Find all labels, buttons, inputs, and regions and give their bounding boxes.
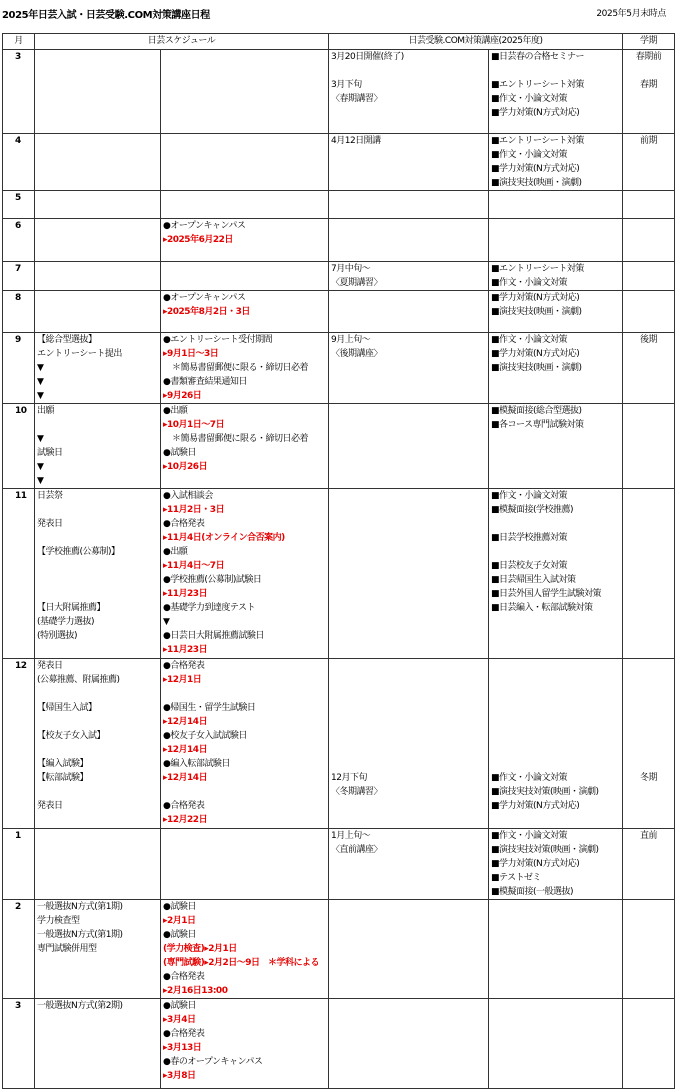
text-line <box>625 757 672 771</box>
course-content-cell <box>489 134 623 191</box>
month-row <box>3 489 675 659</box>
text-line: 前期 <box>640 136 658 146</box>
date-line: ▸3月4日 <box>163 1015 196 1025</box>
schedule-date-cell <box>161 262 329 291</box>
course-content-cell <box>489 900 623 999</box>
text-line: ■作文・小論文対策 <box>491 335 568 345</box>
text-line <box>625 64 672 78</box>
term-cell <box>623 291 675 333</box>
month-cell: 4 <box>3 134 35 191</box>
month-cell: 2 <box>3 900 35 999</box>
schedule-date-cell <box>161 999 329 1089</box>
text-line: ■エントリーシート対策 <box>491 80 584 90</box>
course-period-cell <box>329 50 489 134</box>
text-line <box>37 687 158 701</box>
text-line: ●帰国生・留学生試験日 <box>163 703 256 713</box>
date-line: ▸2025年8月2日・3日 <box>163 307 250 317</box>
schedule-event-cell <box>35 262 161 291</box>
text-line <box>37 573 158 587</box>
text-line: ■テストゼミ <box>491 873 541 883</box>
text-line: 12月下旬 <box>331 773 367 783</box>
text-line: ■学力対策(N方式対応) <box>491 164 580 174</box>
schedule-date-cell <box>161 829 329 900</box>
text-line: ▼ <box>37 434 44 444</box>
text-line <box>331 757 486 771</box>
month-cell: 7 <box>3 262 35 291</box>
schedule-event-cell <box>35 333 161 404</box>
text-line: ▼ <box>37 462 44 472</box>
date-line: ▸10月26日 <box>163 462 208 472</box>
text-line: ■作文・小論文対策 <box>491 491 568 501</box>
text-line: ■学力対策(N方式対応) <box>491 859 580 869</box>
term-cell <box>623 999 675 1089</box>
text-line: ■演技実技対策(映画・演劇) <box>491 787 599 797</box>
text-line: ■模擬面接(総合型選抜) <box>491 406 582 416</box>
date-line: ▸11月2日・3日 <box>163 505 225 515</box>
term-cell <box>623 659 675 829</box>
text-line: ●合格発表 <box>163 801 205 811</box>
date-line: ▸10月1日〜7日 <box>163 420 225 430</box>
course-period-cell <box>329 333 489 404</box>
text-line <box>491 659 620 673</box>
text-line: 一般選抜N方式(第1期) <box>37 902 123 912</box>
course-content-cell <box>489 829 623 900</box>
text-line: ＊簡易書留郵便に限る・締切日必着 <box>172 363 309 373</box>
text-line <box>491 673 620 687</box>
month-cell: 6 <box>3 219 35 262</box>
text-line: 【転部試験】 <box>37 773 89 783</box>
text-line <box>625 659 672 673</box>
text-line: 〈直前講座〉 <box>331 845 383 855</box>
date-line: ▸9月26日 <box>163 391 202 401</box>
date-line: (専門試験)▸2月2日〜9日 ＊学科による <box>163 958 320 968</box>
text-line <box>491 64 620 78</box>
text-line: ■演技実技(映画・演劇) <box>491 307 582 317</box>
term-cell <box>623 219 675 262</box>
schedule-event-cell <box>35 900 161 999</box>
text-line: ■模擬面接(一般選抜) <box>491 887 574 897</box>
text-line <box>331 673 486 687</box>
text-line: 【総合型選抜】 <box>37 335 97 345</box>
text-line: 発表日 <box>37 661 63 671</box>
text-line <box>625 687 672 701</box>
text-line: ●試験日 <box>163 902 196 912</box>
month-cell: 9 <box>3 333 35 404</box>
term-header: 学期 <box>623 34 675 50</box>
text-line: ●出願 <box>163 406 188 416</box>
text-line <box>625 743 672 757</box>
schedule-event-cell <box>35 134 161 191</box>
text-line: 日芸祭 <box>37 491 63 501</box>
text-line: ▼ <box>37 391 44 401</box>
text-line: 発表日 <box>37 519 63 529</box>
date-line: ▸12月14日 <box>163 773 208 783</box>
term-cell <box>623 404 675 489</box>
text-line <box>331 715 486 729</box>
text-line: ●試験日 <box>163 930 196 940</box>
schedule-date-cell <box>161 50 329 134</box>
text-line: 学力検査型 <box>37 916 80 926</box>
text-line: 後期 <box>640 335 658 345</box>
text-line: 【帰国生入試】 <box>37 703 97 713</box>
course-period-cell <box>329 659 489 829</box>
date-line: ▸3月13日 <box>163 1043 202 1053</box>
text-line: ■日芸外国人留学生試験対策 <box>491 589 602 599</box>
text-line: 直前 <box>640 831 658 841</box>
text-line: ●出願 <box>163 547 188 557</box>
text-line <box>37 743 158 757</box>
text-line <box>331 64 486 78</box>
text-line <box>163 785 326 799</box>
text-line <box>331 701 486 715</box>
text-line: ●日芸日大附属推薦試験日 <box>163 631 264 641</box>
text-line <box>625 701 672 715</box>
text-line <box>331 659 486 673</box>
month-row <box>3 219 675 262</box>
course-content-cell <box>489 291 623 333</box>
text-line <box>491 743 620 757</box>
text-line: ●学校推薦(公募制)試験日 <box>163 575 262 585</box>
text-line: ●合格発表 <box>163 1029 205 1039</box>
text-line: ■日芸春の合格セミナー <box>491 52 585 62</box>
text-line: 4月12日開講 <box>331 136 381 146</box>
date-line: ▸11月4日〜7日 <box>163 561 225 571</box>
text-line: ▼ <box>37 476 44 486</box>
date-line: ▸12月1日 <box>163 675 202 685</box>
month-row <box>3 999 675 1089</box>
term-cell <box>623 333 675 404</box>
course-header: 日芸受験.COM対策講座(2025年度) <box>329 34 623 50</box>
text-line <box>37 715 158 729</box>
text-line: ■演技実技(映画・演劇) <box>491 178 582 188</box>
schedule-table <box>2 33 675 1089</box>
text-line: 【編入試験】 <box>37 759 89 769</box>
month-header: 月 <box>3 34 35 50</box>
text-line: 春期 <box>640 80 658 90</box>
date-line: ▸2月1日 <box>163 916 196 926</box>
text-line: 【校友子女入試】 <box>37 731 106 741</box>
term-cell <box>623 489 675 659</box>
schedule-header: 日芸スケジュール <box>35 34 329 50</box>
month-row <box>3 404 675 489</box>
course-content-cell <box>489 191 623 219</box>
text-line <box>491 757 620 771</box>
schedule-event-cell <box>35 829 161 900</box>
course-period-cell <box>329 489 489 659</box>
date-line: (学力検査)▸2月1日 <box>163 944 237 954</box>
text-line: ●合格発表 <box>163 972 205 982</box>
schedule-date-cell <box>161 219 329 262</box>
term-cell <box>623 50 675 134</box>
text-line: ■作文・小論文対策 <box>491 278 568 288</box>
course-content-cell <box>489 404 623 489</box>
course-period-cell <box>329 829 489 900</box>
text-line: 冬期 <box>640 773 658 783</box>
course-period-cell <box>329 404 489 489</box>
schedule-date-cell <box>161 191 329 219</box>
text-line: ■作文・小論文対策 <box>491 773 568 783</box>
text-line: ■日芸校友子女対策 <box>491 561 568 571</box>
schedule-body <box>3 50 675 1089</box>
text-line: 3月20日開催(終了) <box>331 52 404 62</box>
date-line: ▸2月16日13:00 <box>163 986 228 996</box>
text-line <box>625 673 672 687</box>
text-line: ■作文・小論文対策 <box>491 831 568 841</box>
text-line: ●書類審査結果通知日 <box>163 377 247 387</box>
schedule-date-cell <box>161 333 329 404</box>
text-line <box>37 503 158 517</box>
month-row <box>3 191 675 219</box>
text-line: 試験日 <box>37 448 63 458</box>
schedule-date-cell <box>161 489 329 659</box>
text-line <box>331 729 486 743</box>
schedule-event-cell <box>35 999 161 1089</box>
page-title: 2025年日芸入試・日芸受験.COM対策講座日程 <box>2 10 210 21</box>
text-line: ■学力対策(N方式対応) <box>491 349 580 359</box>
course-period-cell <box>329 134 489 191</box>
text-line: エントリーシート提出 <box>37 349 122 359</box>
month-row <box>3 262 675 291</box>
text-line: 出願 <box>37 406 55 416</box>
text-line: 専門試験併用型 <box>37 944 97 954</box>
month-cell: 5 <box>3 191 35 219</box>
schedule-event-cell <box>35 50 161 134</box>
month-cell: 3 <box>3 999 35 1089</box>
course-period-cell <box>329 219 489 262</box>
month-row <box>3 50 675 134</box>
course-content-cell <box>489 333 623 404</box>
date-line: ▸12月22日 <box>163 815 208 825</box>
course-content-cell <box>489 262 623 291</box>
course-period-cell <box>329 900 489 999</box>
date-line: ▸12月14日 <box>163 745 208 755</box>
course-content-cell <box>489 50 623 134</box>
text-line: ■演技実技(映画・演劇) <box>491 363 582 373</box>
text-line: ■各コース専門試験対策 <box>491 420 584 430</box>
date-line: ▸12月14日 <box>163 717 208 727</box>
text-line: 〈春期講習〉 <box>331 94 383 104</box>
course-content-cell <box>489 219 623 262</box>
course-period-cell <box>329 291 489 333</box>
text-line <box>625 729 672 743</box>
text-line: ●試験日 <box>163 448 196 458</box>
term-cell <box>623 829 675 900</box>
text-line: 〈後期講座〉 <box>331 349 383 359</box>
text-line: 【学校推薦(公募制)】 <box>37 547 120 557</box>
month-cell: 3 <box>3 50 35 134</box>
text-line <box>491 729 620 743</box>
text-line: ●校友子女入試試験日 <box>163 731 247 741</box>
text-line <box>491 687 620 701</box>
header-row <box>3 34 675 50</box>
month-row <box>3 291 675 333</box>
date-line: ▸9月1日〜3日 <box>163 349 219 359</box>
text-line: ■演技実技対策(映画・演劇) <box>491 845 599 855</box>
text-line <box>491 517 620 531</box>
text-line <box>625 715 672 729</box>
month-cell: 10 <box>3 404 35 489</box>
text-line: 春期前 <box>635 52 662 62</box>
date-line: ▸11月4日(オンライン合否案内) <box>163 533 285 543</box>
text-line: ＊簡易書留郵便に限る・締切日必着 <box>172 434 309 444</box>
schedule-date-cell <box>161 659 329 829</box>
schedule-date-cell <box>161 134 329 191</box>
text-line <box>37 559 158 573</box>
course-content-cell <box>489 659 623 829</box>
text-line: 一般選抜N方式(第2期) <box>37 1001 123 1011</box>
text-line <box>37 587 158 601</box>
schedule-date-cell <box>161 900 329 999</box>
course-content-cell <box>489 999 623 1089</box>
text-line: ●編入転部試験日 <box>163 759 230 769</box>
month-cell: 1 <box>3 829 35 900</box>
schedule-event-cell <box>35 404 161 489</box>
course-period-cell <box>329 999 489 1089</box>
schedule-event-cell <box>35 219 161 262</box>
month-cell: 11 <box>3 489 35 659</box>
schedule-event-cell <box>35 659 161 829</box>
date-line: ▸11月23日 <box>163 589 208 599</box>
text-line: ●オープンキャンパス <box>163 293 246 303</box>
text-line: 3月下旬 <box>331 80 362 90</box>
text-line: 発表日 <box>37 801 63 811</box>
term-cell <box>623 134 675 191</box>
text-line <box>491 715 620 729</box>
month-cell: 8 <box>3 291 35 333</box>
text-line: ▼ <box>37 363 44 373</box>
text-line: ●合格発表 <box>163 519 205 529</box>
text-line: ■日芸学校推薦対策 <box>491 533 568 543</box>
text-line <box>331 687 486 701</box>
text-line <box>37 785 158 799</box>
text-line <box>37 418 158 432</box>
schedule-event-cell <box>35 191 161 219</box>
date-line: ▸11月23日 <box>163 645 208 655</box>
text-line: ■学力対策(N方式対応) <box>491 801 580 811</box>
text-line: 1月上旬〜 <box>331 831 371 841</box>
text-line: 〈夏期講習〉 <box>331 278 383 288</box>
text-line: ■作文・小論文対策 <box>491 150 568 160</box>
text-line: (特別選抜) <box>37 631 78 641</box>
text-line: ■エントリーシート対策 <box>491 264 584 274</box>
month-cell: 12 <box>3 659 35 829</box>
month-row <box>3 829 675 900</box>
month-row <box>3 659 675 829</box>
text-line <box>37 531 158 545</box>
text-line: ▼ <box>163 617 170 627</box>
text-line: ●基礎学力到達度テスト <box>163 603 255 613</box>
term-cell <box>623 191 675 219</box>
course-content-cell <box>489 489 623 659</box>
text-line: ●春のオープンキャンパス <box>163 1057 263 1067</box>
text-line <box>163 687 326 701</box>
text-line: 〈冬期講習〉 <box>331 787 383 797</box>
date-line: ▸3月8日 <box>163 1071 196 1081</box>
text-line: (基礎学力選抜) <box>37 617 95 627</box>
schedule-date-cell <box>161 404 329 489</box>
schedule-event-cell <box>35 489 161 659</box>
text-line: ●オープンキャンパス <box>163 221 246 231</box>
text-line: ■学力対策(N方式対応) <box>491 108 580 118</box>
month-row <box>3 134 675 191</box>
text-line: 9月上旬〜 <box>331 335 371 345</box>
text-line: 一般選抜N方式(第1期) <box>37 930 123 940</box>
text-line: ▼ <box>37 377 44 387</box>
text-line <box>491 545 620 559</box>
text-line <box>331 743 486 757</box>
course-period-cell <box>329 262 489 291</box>
text-line: ■学力対策(N方式対応) <box>491 293 580 303</box>
text-line: (公募推薦、附属推薦) <box>37 675 120 685</box>
text-line: ■日芸編入・転部試験対策 <box>491 603 593 613</box>
text-line: 7月中旬〜 <box>331 264 371 274</box>
text-line: ●試験日 <box>163 1001 196 1011</box>
month-row <box>3 900 675 999</box>
text-line: ●合格発表 <box>163 661 205 671</box>
term-cell <box>623 262 675 291</box>
month-row <box>3 333 675 404</box>
date-line: ▸2025年6月22日 <box>163 235 233 245</box>
text-line: ■エントリーシート対策 <box>491 136 584 146</box>
schedule-date-cell <box>161 291 329 333</box>
course-period-cell <box>329 191 489 219</box>
text-line: ■日芸帰国生入試対策 <box>491 575 576 585</box>
text-line: ■模擬面接(学校推薦) <box>491 505 574 515</box>
term-cell <box>623 900 675 999</box>
text-line: 【日大附属推薦】 <box>37 603 106 613</box>
text-line: ■作文・小論文対策 <box>491 94 568 104</box>
text-line: ●エントリーシート受付期間 <box>163 335 273 345</box>
schedule-event-cell <box>35 291 161 333</box>
text-line: ●入試相談会 <box>163 491 213 501</box>
text-line <box>491 701 620 715</box>
date-note: 2025年5月末時点 <box>596 9 666 19</box>
